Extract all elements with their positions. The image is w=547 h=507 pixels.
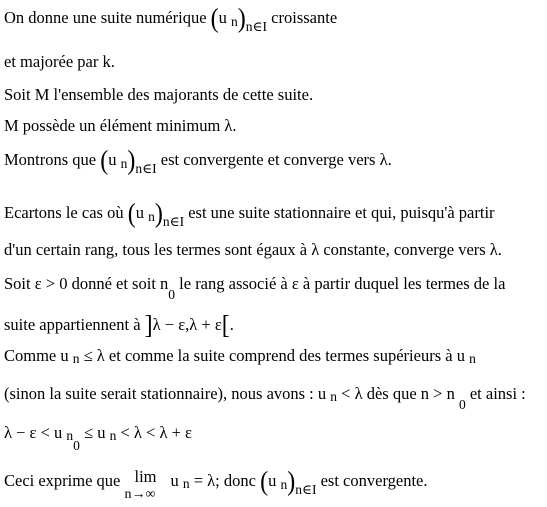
text: ≤ u bbox=[84, 423, 106, 442]
index-set: n∈I bbox=[162, 214, 185, 229]
close-bracket: [ bbox=[221, 311, 230, 341]
index: n bbox=[280, 477, 288, 492]
open-bracket: ] bbox=[144, 311, 153, 341]
text: et ainsi : bbox=[469, 384, 526, 403]
open-paren: ( bbox=[127, 199, 136, 229]
seq-symbol: u bbox=[108, 150, 117, 169]
seq-symbol: u bbox=[135, 203, 144, 222]
limit-expression bbox=[124, 467, 171, 502]
lim: lim bbox=[134, 467, 157, 486]
text: suite appartiennent à bbox=[4, 315, 141, 334]
text: est convergente et converge vers λ. bbox=[160, 150, 392, 169]
seq-symbol: u bbox=[218, 8, 227, 27]
close-paren: ) bbox=[127, 146, 136, 176]
line-5 bbox=[4, 146, 392, 176]
text: croissante bbox=[271, 8, 338, 27]
text: < λ dès que n > n bbox=[341, 384, 455, 403]
open-paren: ( bbox=[210, 4, 219, 34]
index: 0 bbox=[73, 438, 80, 453]
interval: λ − ε,λ + ε bbox=[152, 315, 222, 334]
index-set: n∈I bbox=[245, 19, 268, 34]
text: = λ; donc bbox=[193, 471, 256, 490]
text: λ − ε < u bbox=[4, 423, 63, 442]
text: Montrons que bbox=[4, 150, 97, 169]
text: Ceci exprime que bbox=[4, 471, 121, 490]
index: n bbox=[231, 14, 238, 29]
index: n bbox=[330, 389, 338, 404]
close-paren: ) bbox=[154, 199, 163, 229]
index: n bbox=[120, 156, 128, 171]
index: n bbox=[72, 351, 80, 366]
index: n bbox=[109, 428, 117, 443]
text: (sinon la suite serait stationnaire), nous avons : u bbox=[4, 384, 327, 403]
line-6 bbox=[4, 199, 495, 229]
seq-symbol: u bbox=[170, 471, 179, 490]
index: 0 bbox=[458, 397, 466, 412]
line-7: d'un certain rang, tous les termes sont égaux à λ constante, converge vers λ. bbox=[4, 240, 502, 259]
line-8 bbox=[4, 274, 506, 302]
text: Comme u bbox=[4, 346, 69, 365]
index: n bbox=[66, 428, 74, 443]
open-paren: ( bbox=[260, 467, 269, 497]
line-3: Soit M l'ensemble des majorants de cette suite. bbox=[4, 85, 314, 104]
index: 0 bbox=[168, 287, 176, 302]
line-10 bbox=[4, 346, 476, 367]
open-paren: ( bbox=[100, 146, 109, 176]
line-2: et majorée par k. bbox=[4, 52, 115, 71]
text: est convergente. bbox=[320, 471, 428, 490]
text: On donne une suite numérique bbox=[4, 8, 207, 27]
text: est une suite stationnaire et qui, puisqu'à partir bbox=[188, 203, 495, 222]
line-11 bbox=[4, 384, 526, 412]
text: Soit ε > 0 donné et soit n bbox=[4, 274, 169, 293]
index-set: n∈I bbox=[295, 482, 317, 497]
close-paren: ) bbox=[237, 4, 246, 34]
text: < λ < λ + ε bbox=[120, 423, 192, 442]
line-4: M possède un élément minimum λ. bbox=[4, 116, 237, 135]
seq-symbol: u bbox=[268, 471, 277, 490]
text: Ecartons le cas où bbox=[4, 203, 124, 222]
line-1 bbox=[4, 4, 338, 34]
index-set: n∈I bbox=[135, 161, 157, 176]
index: n bbox=[148, 209, 155, 224]
index: n bbox=[469, 351, 476, 366]
line-13 bbox=[4, 467, 428, 502]
line-12 bbox=[4, 423, 192, 453]
close-paren: ) bbox=[287, 467, 296, 497]
text: ≤ λ et comme la suite comprend des termes supérieurs à u bbox=[83, 346, 465, 365]
index: n bbox=[182, 476, 190, 491]
lim-sub: n→∞ bbox=[124, 487, 156, 502]
line-9: suite appartiennent à ]λ − ε,λ + ε[. bbox=[4, 311, 234, 341]
text: le rang associé à ε à partir duquel les termes de la bbox=[179, 274, 506, 293]
